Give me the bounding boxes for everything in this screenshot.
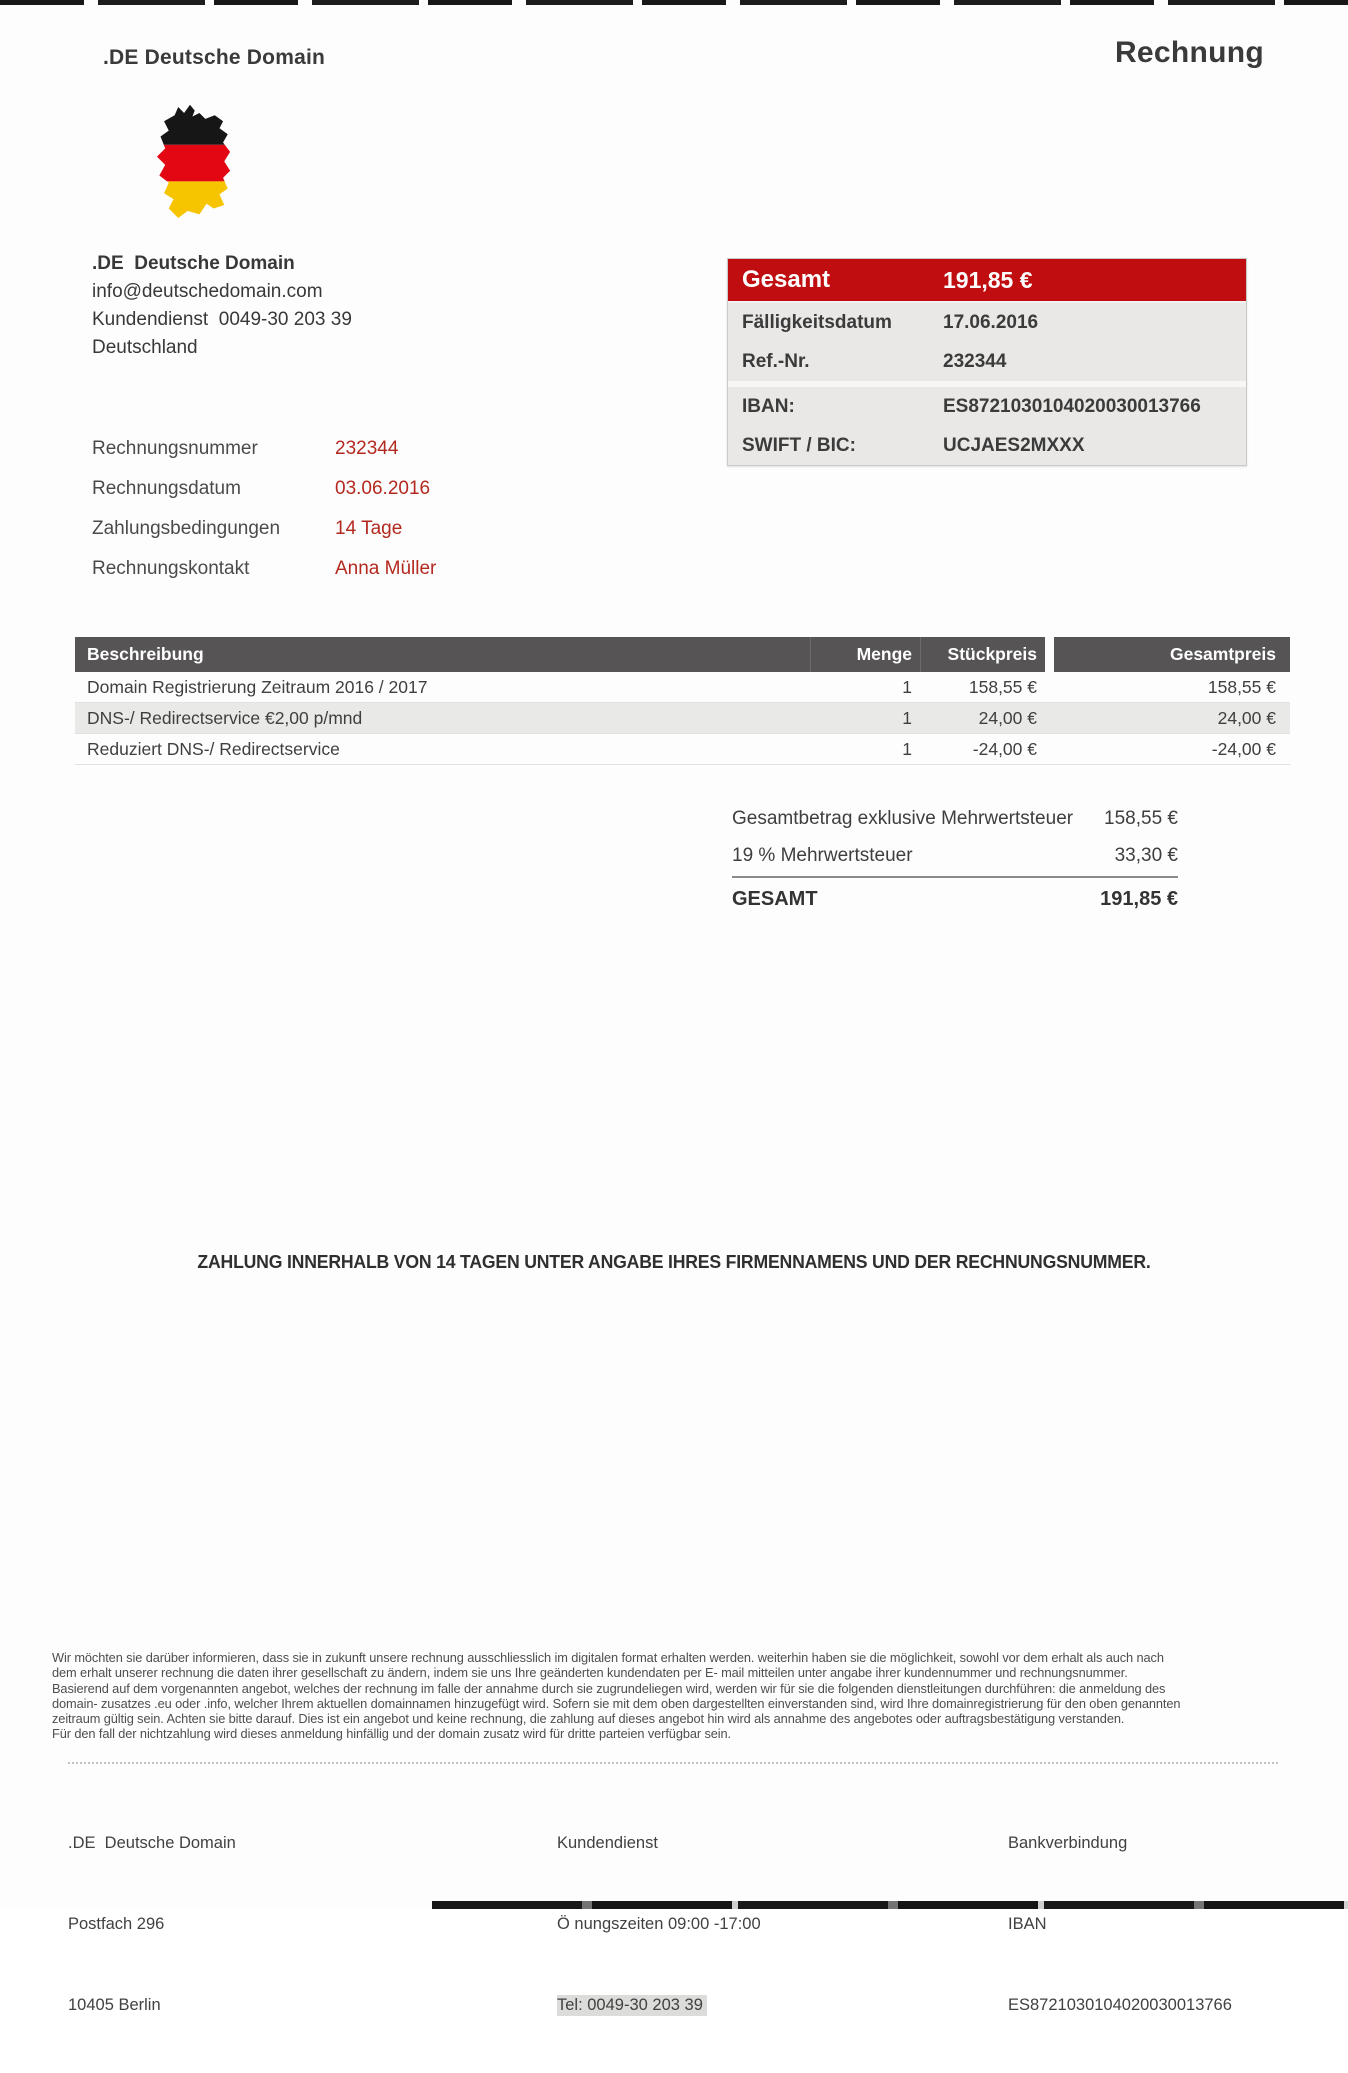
footer-divider [68,1762,1278,1764]
grand-total-value: 191,85 € [1100,887,1178,910]
summary-value: 17.06.2016 [943,311,1039,333]
footer-company-column [68,1776,236,2073]
summary-label: IBAN: [742,395,795,417]
line-items-table [75,637,1290,765]
summary-total-value: 191,85 € [943,266,1033,293]
cell-description: Reduziert DNS-/ Redirectservice [87,738,340,759]
table-row [75,734,1290,765]
meta-row-payment-terms [92,518,403,540]
summary-total-row [728,259,1246,303]
totals-value: 158,55 € [1104,807,1178,829]
summary-value: UCJAES2MXXX [943,434,1085,456]
scan-artifact-bottom [432,1901,1348,1909]
totals-row-grand [732,878,1178,920]
summary-row-iban [728,387,1246,426]
summary-row-swift-bic [728,426,1246,465]
footer-bank-iban-label: IBAN [1008,1915,1047,1933]
meta-label: Rechnungsdatum [92,478,241,499]
table-row [75,672,1290,703]
page-title: Rechnung [1114,36,1264,69]
fine-print [52,1650,1180,1742]
totals-label: Gesamtbetrag exklusive Mehrwertsteuer [732,807,1074,829]
cell-total: 24,00 € [1217,707,1276,728]
sender-address-block [92,250,352,362]
fine-print-line: Basierend auf dem vorgenannten angebot, welches der rechnung im falle der annahme durch sie zugrundeliegen wird, werden wir für sie die folgenden dienstleitungen durchführen: die anmeldung des [52,1680,1166,1696]
summary-value: 232344 [943,350,1007,372]
footer-bank-iban-value: ES8721030104020030013766 [1008,1996,1232,2014]
cell-qty: 1 [902,676,912,697]
footer-service-hours: Ö nungszeiten 09:00 -17:00 [557,1915,761,1933]
cell-unit-price: -24,00 € [972,738,1037,759]
totals-row-vat [732,837,1178,874]
cell-unit-price: 24,00 € [978,707,1037,728]
table-row [75,703,1290,734]
footer-service-tel: Tel: 0049-30 203 39 [557,1995,707,2016]
summary-row-ref-nr [728,342,1246,381]
cell-qty: 1 [902,707,912,728]
sender-service-phone: Kundendienst 0049-30 203 39 [92,309,352,330]
footer-service-column [557,1776,761,2073]
meta-label: Rechnungsnummer [92,438,258,459]
fine-print-line: Wir möchten sie darüber informieren, dass sie in zukunft unsere rechnung ausschliesslich im digitalen format erhalten werden. weiterhin haben sie die möglichkeit, sowohl vor dem erhalt als auch nach [52,1650,1164,1665]
meta-label: Rechnungskontakt [92,558,250,579]
meta-value: Anna Müller [335,558,437,579]
summary-value: ES8721030104020030013766 [943,395,1201,417]
footer-service-title: Kundendienst [557,1834,658,1852]
header-total-price: Gesamtpreis [1054,637,1290,672]
footer-company-name: .DE Deutsche Domain [68,1834,236,1852]
header-unit-price: Stückpreis [920,637,1045,672]
totals-section [732,800,1178,920]
scan-artifact-top [0,0,1348,5]
grand-total-label: GESAMT [732,887,818,910]
meta-value: 14 Tage [335,518,403,539]
brand-name-header: .DE Deutsche Domain [103,46,326,69]
meta-row-invoice-contact [92,558,437,580]
header-qty: Menge [810,637,920,672]
cell-qty: 1 [902,738,912,759]
cell-description: DNS-/ Redirectservice €2,00 p/mnd [87,707,363,728]
cell-total: -24,00 € [1211,738,1276,759]
germany-map-logo-icon [131,90,249,248]
totals-row-net [732,800,1178,837]
sender-name: .DE Deutsche Domain [92,253,295,274]
header-gap [1045,637,1054,672]
table-header-row [75,637,1290,672]
fine-print-line: zeitraum gültig sein. Achten sie bitte darauf. Dies ist ein angebot und keine rechnung, die zahlung auf dieses angebot hin wird als annahme des angebotes oder auftragsbestätigung verstanden. [52,1711,1125,1727]
cell-description: Domain Registrierung Zeitraum 2016 / 2017 [87,676,428,697]
cell-total: 158,55 € [1207,676,1276,697]
header-description: Beschreibung [75,637,810,672]
summary-row-due-date [728,303,1246,342]
sender-email: info@deutschedomain.com [92,281,323,302]
footer-bank-title: Bankverbindung [1008,1834,1128,1852]
summary-label: SWIFT / BIC: [742,434,856,456]
fine-print-line: domain- zusatzes .eu oder .info, welcher Ihrem aktuellen domainnamen hinzugefügt wird. Sofern sie mit dem oben dargestellten einverstanden sind, wird Ihre domainregistrierung für den oben genannten [52,1695,1181,1711]
meta-label: Zahlungsbedingungen [92,518,281,539]
totals-value: 33,30 € [1114,844,1178,866]
footer-company-city: 10405 Berlin [68,1996,161,2014]
fine-print-line: dem erhalt unserer rechnung die daten ihrer gesellschaft zu ändern, indem sie uns Ihre geänderten kundendaten per E- mail mitteilen unter angabe ihrer kundennummer und rechnungsnummer. [52,1665,1128,1681]
payment-note: ZAHLUNG INNERHALB VON 14 TAGEN UNTER ANGABE IHRES FIRMENNAMENS UND DER RECHNUNGSNUMMER. [197,1252,1151,1272]
meta-value: 03.06.2016 [335,478,431,499]
cell-unit-price: 158,55 € [968,676,1037,697]
summary-label: Fälligkeitsdatum [742,311,892,333]
totals-label: 19 % Mehrwertsteuer [732,844,913,866]
footer-bank-column [1008,1776,1232,2073]
sender-country: Deutschland [92,337,198,358]
footer-company-pobox: Postfach 296 [68,1915,165,1933]
summary-box [727,258,1247,466]
meta-row-invoice-date [92,478,431,500]
fine-print-line: Für den fall der nichtzahlung wird dieses anmeldung hinfällig und der domain zusatz wird für dritte parteien verfügbar sein. [52,1726,732,1742]
meta-value: 232344 [335,438,399,459]
summary-total-label: Gesamt [742,266,831,293]
summary-label: Ref.-Nr. [742,350,810,372]
meta-row-invoice-number [92,438,399,460]
